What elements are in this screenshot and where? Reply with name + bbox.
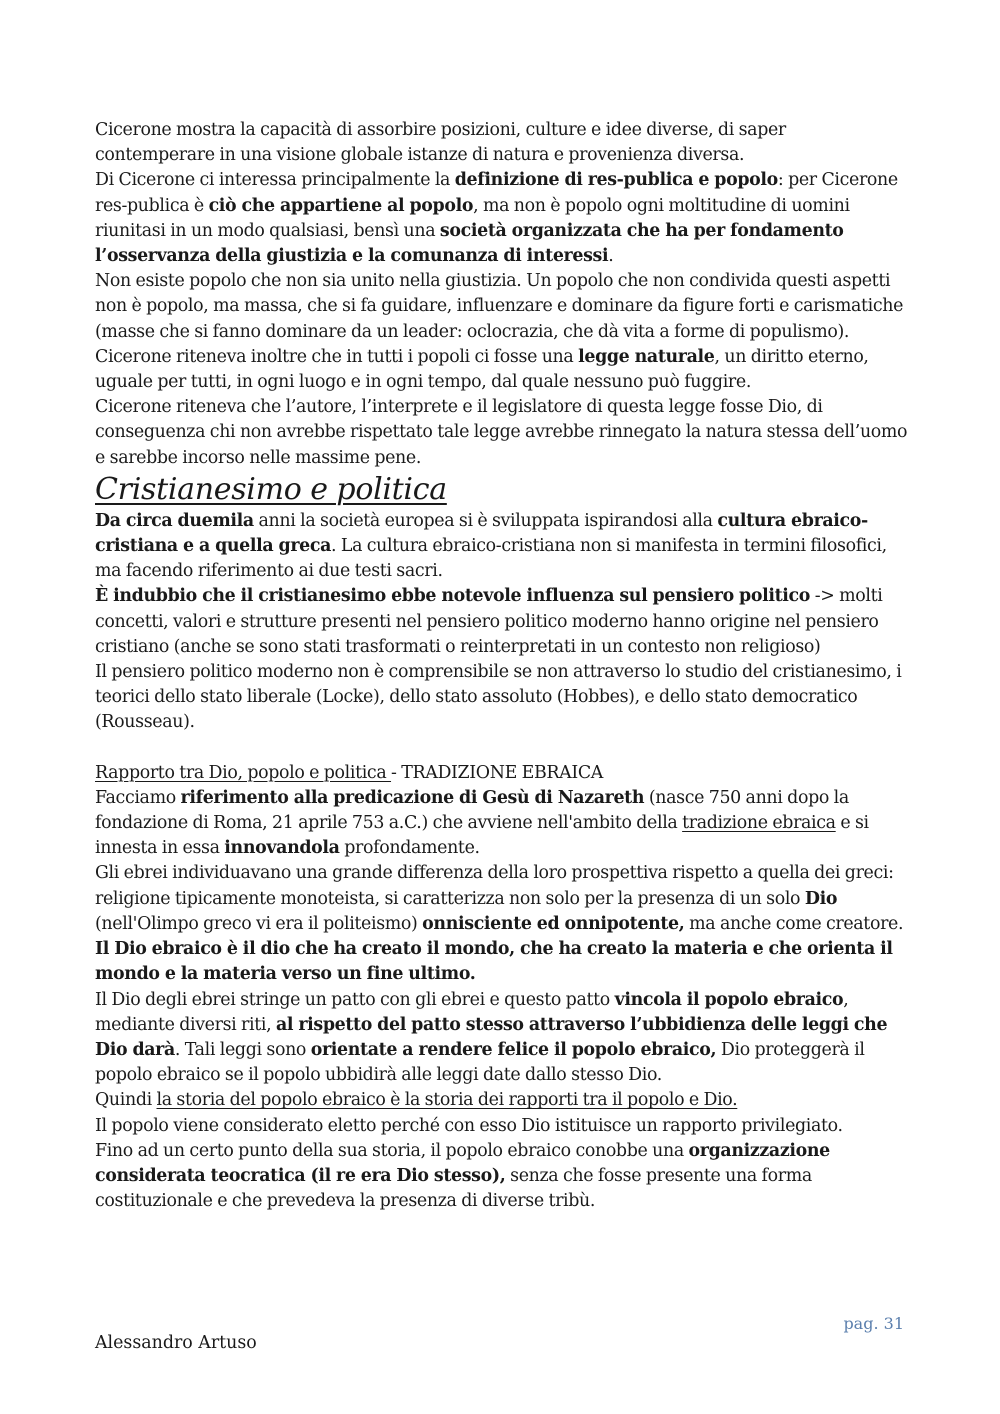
text-run: -> molti concetti, valori e strutture presenti nel pensiero politico moderno hanno origine nel pensiero cristiano (anche se sono stati trasformati o reinterpretati in un contesto non religioso) (95, 586, 883, 657)
subsection-title-underlined: Rapporto tra Dio, popolo e politica (95, 762, 392, 783)
bold-run: organizzazione considerata teocratica (il re era Dio stesso), (95, 1140, 830, 1186)
text-run: , un diritto eterno, uguale per tutti, in ogni luogo e in ogni tempo, dal quale nessuno può fuggire. (95, 346, 869, 393)
text-run: : per Cicerone res-publica è (95, 170, 898, 216)
paragraph-sub-3 (95, 937, 910, 987)
text-run: senza che fosse presente una forma costituzionale e che prevedeva la presenza di diverse tribù. (95, 1165, 812, 1212)
subsection-title-rest: - TRADIZIONE EBRAICA (391, 762, 604, 783)
text-run: profondamente. (339, 838, 480, 859)
underlined-run: tradizione ebraica (682, 813, 836, 834)
text-run: Dio proteggerà il popolo ebraico se il popolo ubbidirà alle leggi date dallo stesso Dio. (95, 1039, 865, 1086)
text-run: Fino ad un certo punto della sua storia, il popolo ebraico conobbe una (95, 1140, 689, 1161)
text-run: . La cultura ebraico-cristiana non si manifesta in termini filosofici, ma facendo riferimento ai due testi sacri. (95, 536, 887, 582)
bold-run: riferimento alla predicazione di Gesù di Nazareth (180, 787, 645, 808)
bold-run: al rispetto del patto stesso attraverso l’ubbidienza delle leggi che Dio darà (95, 1014, 888, 1060)
paragraph-section-2 (95, 584, 910, 660)
bold-run: innovandola (224, 838, 340, 859)
text-run: e si innesta in essa (95, 813, 869, 859)
bold-run: cultura ebraico-cristiana e a quella greca (95, 510, 868, 557)
paragraph-sub-5 (95, 1088, 910, 1113)
bold-run: Dio (804, 888, 838, 909)
bold-run: ciò che appartiene al popolo (208, 195, 474, 216)
text-run: ma anche come creatore. (684, 913, 904, 934)
spacer (95, 736, 910, 761)
subsection-heading (95, 761, 910, 786)
text-run: . (608, 246, 614, 267)
page-number: pag. 31 (843, 1314, 904, 1333)
bold-run: legge naturale (578, 346, 715, 367)
bold-run: onnisciente ed onnipotente, (422, 913, 685, 934)
bold-run: È indubbio che il cristianesimo ebbe notevole influenza sul pensiero politico (95, 586, 811, 607)
text-run: Quindi (95, 1090, 157, 1111)
paragraph-sub-7 (95, 1139, 910, 1215)
bold-run: definizione di res-publica e popolo (454, 170, 778, 191)
text-run: Cicerone riteneva inoltre che in tutti i popoli ci fosse una (95, 346, 579, 367)
text-run: anni la società europea si è sviluppata ispirandosi alla (253, 510, 718, 531)
paragraph-sub-6: Il popolo viene considerato eletto perché con esso Dio istituisce un rapporto privilegiato. (95, 1115, 843, 1136)
bold-run: società organizzata che ha per fondamento l’osservanza della giustizia e la comunanza di interessi (95, 220, 844, 267)
footer-author: Alessandro Artuso (95, 1333, 257, 1353)
paragraph-section-3: Il pensiero politico moderno non è comprensibile se non attraverso lo studio del cristianesimo, i teorici dello stato liberale (Locke), dello stato assoluto (Hobbes), e dello stato democratico (Rousseau). (95, 662, 902, 733)
bold-run: Da circa duemila (95, 510, 254, 531)
paragraph-intro-5: Cicerone riteneva che l’autore, l’interprete e il legislatore di questa legge fosse Dio, di conseguenza chi non avrebbe rispettato tale legge avrebbe rinnegato la natura stessa dell’uomo e sarebbe incorso nelle massime pene. (95, 397, 908, 468)
paragraph-sub-4 (95, 988, 910, 1089)
paragraph-intro-1: Cicerone mostra la capacità di assorbire posizioni, culture e idee diverse, di saper contemperare in una visione globale istanze di natura e provenienza diversa. (95, 120, 786, 166)
text-run: Gli ebrei individuavano una grande differenza della loro prospettiva rispetto a quella dei greci: religione tipicamente monoteista, si caratterizza non solo per la presenza di un solo (95, 863, 894, 909)
page-body (95, 118, 910, 1214)
bold-run: vincola il popolo ebraico (614, 989, 844, 1010)
paragraph-section-1 (95, 509, 910, 585)
paragraph-intro-4 (95, 345, 910, 395)
text-run: Di Cicerone ci interessa principalmente la (95, 170, 455, 191)
paragraph-sub-2 (95, 861, 910, 937)
section-heading: Cristianesimo e politica (95, 471, 447, 507)
text-run: , ma non è popolo ogni moltitudine di uomini riunitasi in un modo qualsiasi, bensì una (95, 195, 850, 241)
paragraph-intro-2 (95, 168, 910, 269)
text-run: Facciamo (95, 787, 181, 808)
paragraph-sub-1 (95, 786, 910, 862)
underlined-run: la storia del popolo ebraico è la storia dei rapporti tra il popolo e Dio. (156, 1090, 738, 1111)
text-run: (nell'Olimpo greco vi era il politeismo) (95, 913, 423, 934)
text-run: (nasce 750 anni dopo la fondazione di Roma, 21 aprile 753 a.C.) che avviene nell'ambito della (95, 787, 849, 834)
text-run: . Tali leggi sono (174, 1039, 311, 1060)
text-run: , mediante diversi riti, (95, 989, 849, 1035)
bold-run: Il Dio ebraico è il dio che ha creato il mondo, che ha creato la materia e che orienta il mondo e la materia verso un fine ultimo. (95, 939, 893, 985)
paragraph-intro-3: Non esiste popolo che non sia unito nella giustizia. Un popolo che non condivida questi aspetti non è popolo, ma massa, che si fa guidare, influenzare e dominare da figure forti e carismatiche (masse che si fanno dominare da un leader: oclocrazia, che dà vita a forme di populismo). (95, 271, 904, 342)
bold-run: orientate a rendere felice il popolo ebraico, (310, 1039, 717, 1060)
text-run: Il Dio degli ebrei stringe un patto con gli ebrei e questo patto (95, 989, 615, 1010)
